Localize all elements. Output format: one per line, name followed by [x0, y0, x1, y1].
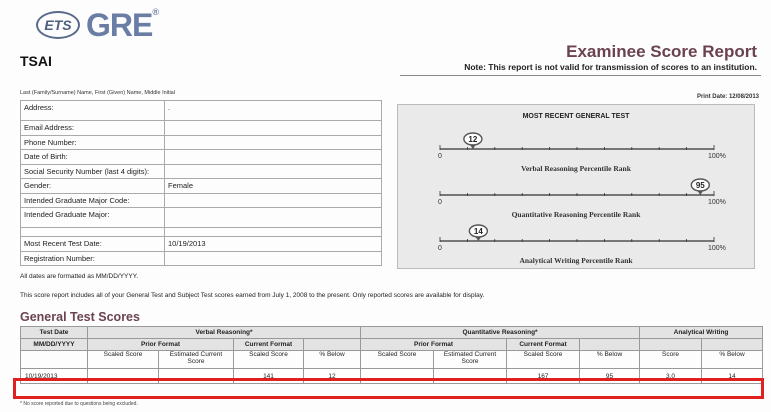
examinee-info-table: [20, 100, 382, 266]
info-row-phone: [21, 135, 382, 150]
info-row-gender: [21, 179, 382, 194]
writing-score: 3.0: [640, 369, 702, 384]
ets-logo-badge: ETS: [36, 11, 80, 39]
info-label: Most Recent Test Date:: [21, 237, 165, 252]
verbal-pct-below: 12: [304, 369, 361, 384]
info-label: Email Address:: [21, 121, 165, 136]
rank-scale-min-label: 0: [438, 245, 442, 252]
score-footnote: * No score reported due to questions being excluded.: [20, 401, 138, 407]
percentile-rank-graphic: [398, 105, 756, 270]
info-label: Intended Graduate Major Code:: [21, 193, 165, 208]
report-title: Examinee Score Report: [566, 42, 757, 61]
header-quant-pct: % Below: [580, 351, 640, 369]
info-value: Female: [165, 179, 382, 194]
print-date: Print Date: 12/08/2013: [696, 94, 759, 100]
quant-pct-below: 95: [580, 369, 640, 384]
header-writing-pct: % Below: [702, 351, 763, 369]
score-scope-note: This score report includes all of your General Test and Subject Test scores earned from July 1, 2008 to the present. Only reported scores are available for display.: [20, 292, 485, 299]
score-test-date: 10/19/2013: [21, 369, 88, 384]
info-row-address: [21, 101, 382, 121]
quant-scaled-score: 167: [507, 369, 580, 384]
header-date-format: MM/DD/YYYY: [21, 339, 88, 351]
info-label: Gender:: [21, 179, 165, 194]
quant-rank-label: Quantitative Reasoning Percentile Rank: [511, 210, 641, 219]
verbal-rank-label: Verbal Reasoning Percentile Rank: [521, 164, 631, 173]
info-label: Phone Number:: [21, 135, 165, 150]
general-scores-table: [20, 326, 763, 384]
name-caption: Last (Family/Surname) Name, First (Given) Name, Middle Initial: [20, 90, 175, 96]
header-quant-prior: Prior Format: [361, 339, 507, 351]
writing-rank-label: Analytical Writing Percentile Rank: [519, 256, 633, 265]
info-row-email: [21, 121, 382, 136]
score-row-highlight: [13, 378, 764, 399]
info-row-major-code: [21, 193, 382, 208]
report-note: Note: This report is not valid for transmission of scores to an institution.: [464, 62, 757, 72]
info-label: Address:: [21, 101, 165, 121]
info-value: [165, 164, 382, 179]
info-value: [165, 208, 382, 228]
verbal-scaled-score: 141: [234, 369, 304, 384]
info-row-ssn: [21, 164, 382, 179]
writing-pct-below: 14: [702, 369, 763, 384]
info-row-dob: [21, 150, 382, 165]
examinee-name: TSAI: [20, 53, 52, 69]
gre-logo-word: GRE: [86, 6, 153, 43]
info-value: [165, 193, 382, 208]
header-verbal-scaled: Scaled Score: [234, 351, 304, 369]
header-verbal-pct: % Below: [304, 351, 361, 369]
header-quant-current: Current Format: [507, 339, 580, 351]
header-writing: Analytical Writing: [640, 327, 763, 339]
info-value: [165, 251, 382, 266]
date-format-note: All dates are formatted as MM/DD/YYYY.: [20, 273, 139, 280]
score-header-row-1: [21, 327, 763, 339]
ets-gre-logo: [36, 8, 158, 42]
score-header-row-2: [21, 339, 763, 351]
gre-registered-mark: ®: [152, 6, 158, 17]
header-quant-prior-scaled: Scaled Score: [361, 351, 434, 369]
rank-scale-max-label: 100%: [708, 199, 726, 206]
percentile-panel-title: MOST RECENT GENERAL TEST: [522, 113, 630, 120]
info-value: 10/19/2013: [165, 237, 382, 252]
header-divider: [400, 75, 761, 76]
header-quant-estimated: Estimated Current Score: [434, 351, 507, 369]
rank-scale-min-label: 0: [438, 199, 442, 206]
header-verbal-estimated: Estimated Current Score: [159, 351, 234, 369]
gre-logo-text: [86, 7, 158, 44]
header-writing-score: Score: [640, 351, 702, 369]
general-scores-title: General Test Scores: [20, 310, 140, 324]
percentile-rank-panel: [397, 104, 755, 269]
info-label: Intended Graduate Major:: [21, 208, 165, 228]
header-test-date: Test Date: [21, 327, 88, 339]
rank-scale-max-label: 100%: [708, 245, 726, 252]
rank-marker-value: 12: [468, 135, 478, 144]
info-value: [165, 121, 382, 136]
rank-scale-min-label: 0: [438, 153, 442, 160]
header-quant: Quantitative Reasoning*: [361, 327, 640, 339]
header-verbal-prior: Prior Format: [88, 339, 234, 351]
info-label: Registration Number:: [21, 251, 165, 266]
rank-marker-value: 95: [695, 181, 705, 190]
info-row-test-date: [21, 237, 382, 252]
info-row-registration: [21, 251, 382, 266]
header-verbal-prior-scaled: Scaled Score: [88, 351, 159, 369]
info-value: .: [165, 101, 382, 121]
info-row-spacer: [21, 228, 382, 237]
info-value: [165, 135, 382, 150]
header-verbal-current: Current Format: [234, 339, 304, 351]
info-label: Date of Birth:: [21, 150, 165, 165]
info-value: [165, 150, 382, 165]
rank-scale-max-label: 100%: [708, 153, 726, 160]
header-verbal: Verbal Reasoning*: [88, 327, 361, 339]
rank-marker-value: 14: [473, 227, 483, 236]
header-quant-scaled: Scaled Score: [507, 351, 580, 369]
info-label: Social Security Number (last 4 digits):: [21, 164, 165, 179]
info-row-major: [21, 208, 382, 228]
score-header-row-3: [21, 351, 763, 369]
